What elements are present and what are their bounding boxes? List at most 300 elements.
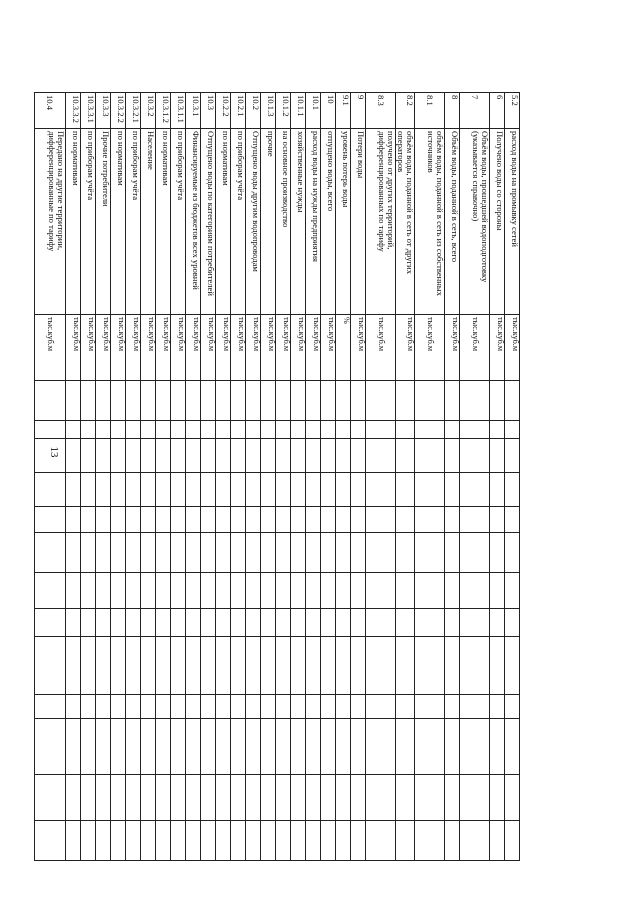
empty-value-cell xyxy=(95,821,110,861)
empty-value-cell xyxy=(140,473,155,507)
empty-value-cell xyxy=(490,637,505,695)
empty-value-cell xyxy=(125,695,140,719)
empty-value-cell xyxy=(290,507,305,533)
empty-value-cell xyxy=(34,473,65,507)
empty-value-cell xyxy=(460,719,490,775)
row-unit: тыс.куб.м xyxy=(200,315,215,381)
row-unit: тыс.куб.м xyxy=(490,315,505,381)
empty-value-cell xyxy=(110,719,125,775)
empty-value-cell xyxy=(275,421,290,439)
empty-value-cell xyxy=(320,821,335,861)
empty-value-cell xyxy=(395,609,414,637)
empty-value-cell xyxy=(260,695,275,719)
empty-value-cell xyxy=(80,421,95,439)
row-number: 8.1 xyxy=(415,93,445,129)
table-row xyxy=(65,93,80,861)
empty-value-cell xyxy=(215,609,230,637)
empty-value-cell xyxy=(170,637,185,695)
empty-value-cell xyxy=(170,609,185,637)
row-name: объём воды, поданной в сеть от других операторов xyxy=(395,129,414,315)
empty-value-cell xyxy=(170,421,185,439)
empty-value-cell xyxy=(350,381,365,421)
row-unit: тыс.куб.м xyxy=(155,315,170,381)
empty-value-cell xyxy=(415,695,445,719)
table-row xyxy=(95,93,110,861)
empty-value-cell xyxy=(305,421,320,439)
table-row xyxy=(155,93,170,861)
empty-value-cell xyxy=(275,637,290,695)
row-unit: тыс.куб.м xyxy=(305,315,320,381)
empty-value-cell xyxy=(395,573,414,609)
empty-value-cell xyxy=(275,381,290,421)
empty-value-cell xyxy=(215,775,230,821)
empty-value-cell xyxy=(445,775,460,821)
empty-value-cell xyxy=(305,719,320,775)
empty-value-cell xyxy=(245,421,260,439)
empty-value-cell xyxy=(215,695,230,719)
empty-value-cell xyxy=(350,439,365,473)
empty-value-cell xyxy=(34,609,65,637)
empty-value-cell xyxy=(155,609,170,637)
empty-value-cell xyxy=(215,473,230,507)
empty-value-cell xyxy=(110,609,125,637)
empty-value-cell xyxy=(505,609,520,637)
table-row xyxy=(335,93,350,861)
row-unit: тыс.куб.м xyxy=(260,315,275,381)
empty-value-cell xyxy=(260,381,275,421)
empty-value-cell xyxy=(110,439,125,473)
empty-value-cell xyxy=(460,609,490,637)
empty-value-cell xyxy=(155,775,170,821)
empty-value-cell xyxy=(185,573,200,609)
empty-value-cell xyxy=(395,637,414,695)
empty-value-cell xyxy=(155,821,170,861)
empty-value-cell xyxy=(275,533,290,573)
empty-value-cell xyxy=(490,609,505,637)
empty-value-cell xyxy=(140,573,155,609)
empty-value-cell xyxy=(95,775,110,821)
empty-value-cell xyxy=(395,439,414,473)
empty-value-cell xyxy=(34,695,65,719)
empty-value-cell xyxy=(95,637,110,695)
row-name: Прочие потребители xyxy=(95,129,110,315)
empty-value-cell xyxy=(290,695,305,719)
table-row xyxy=(260,93,275,861)
empty-value-cell xyxy=(260,775,275,821)
empty-value-cell xyxy=(95,507,110,533)
empty-value-cell xyxy=(490,439,505,473)
empty-value-cell xyxy=(215,533,230,573)
empty-value-cell xyxy=(335,439,350,473)
empty-value-cell xyxy=(490,719,505,775)
empty-value-cell xyxy=(170,507,185,533)
empty-value-cell xyxy=(140,719,155,775)
empty-value-cell xyxy=(230,775,245,821)
empty-value-cell xyxy=(395,533,414,573)
empty-value-cell xyxy=(260,507,275,533)
table-row xyxy=(350,93,365,861)
empty-value-cell xyxy=(230,637,245,695)
empty-value-cell xyxy=(275,821,290,861)
empty-value-cell xyxy=(445,533,460,573)
empty-value-cell xyxy=(415,821,445,861)
empty-value-cell xyxy=(155,381,170,421)
empty-value-cell xyxy=(275,473,290,507)
empty-value-cell xyxy=(350,421,365,439)
empty-value-cell xyxy=(335,533,350,573)
empty-value-cell xyxy=(125,533,140,573)
empty-value-cell xyxy=(185,719,200,775)
empty-value-cell xyxy=(110,381,125,421)
empty-value-cell xyxy=(155,439,170,473)
row-unit: тыс.куб.м xyxy=(445,315,460,381)
empty-value-cell xyxy=(395,381,414,421)
empty-value-cell xyxy=(65,573,80,609)
empty-value-cell xyxy=(65,439,80,473)
row-number: 7 xyxy=(460,93,490,129)
empty-value-cell xyxy=(155,695,170,719)
empty-value-cell xyxy=(460,695,490,719)
empty-value-cell xyxy=(305,533,320,573)
row-number: 10.2 xyxy=(245,93,260,129)
empty-value-cell xyxy=(140,533,155,573)
empty-value-cell xyxy=(415,573,445,609)
empty-value-cell xyxy=(65,695,80,719)
empty-value-cell xyxy=(80,719,95,775)
empty-value-cell xyxy=(200,473,215,507)
empty-value-cell xyxy=(305,507,320,533)
empty-value-cell xyxy=(445,439,460,473)
empty-value-cell xyxy=(320,507,335,533)
empty-value-cell xyxy=(305,573,320,609)
empty-value-cell xyxy=(140,421,155,439)
empty-value-cell xyxy=(110,775,125,821)
empty-value-cell xyxy=(490,695,505,719)
table-row xyxy=(320,93,335,861)
empty-value-cell xyxy=(260,637,275,695)
row-number: 10.3.3.2 xyxy=(65,93,80,129)
empty-value-cell xyxy=(350,719,365,775)
empty-value-cell xyxy=(185,609,200,637)
row-name: по нормативам xyxy=(215,129,230,315)
table-row xyxy=(125,93,140,861)
row-name: объём воды, поданной в сеть из собственных источников xyxy=(415,129,445,315)
empty-value-cell xyxy=(335,573,350,609)
row-name: Отпущено воды по категориям потребителей xyxy=(200,129,215,315)
table-row xyxy=(445,93,460,861)
empty-value-cell xyxy=(505,695,520,719)
table-row xyxy=(245,93,260,861)
table-row xyxy=(395,93,414,861)
row-name: Потери воды xyxy=(350,129,365,315)
row-number: 9.1 xyxy=(335,93,350,129)
empty-value-cell xyxy=(290,533,305,573)
empty-value-cell xyxy=(155,421,170,439)
empty-value-cell xyxy=(215,421,230,439)
empty-value-cell xyxy=(445,821,460,861)
empty-value-cell xyxy=(200,533,215,573)
row-name: Объём воды, прошедшей водоподготовку (указывается справочно) xyxy=(460,129,490,315)
empty-value-cell xyxy=(290,609,305,637)
empty-value-cell xyxy=(505,821,520,861)
empty-value-cell xyxy=(365,775,395,821)
empty-value-cell xyxy=(125,381,140,421)
empty-value-cell xyxy=(490,421,505,439)
empty-value-cell xyxy=(305,439,320,473)
empty-value-cell xyxy=(245,719,260,775)
empty-value-cell xyxy=(95,421,110,439)
row-name: Отпущено воды другим водопроводам xyxy=(245,129,260,315)
empty-value-cell xyxy=(320,609,335,637)
data-table-container xyxy=(45,92,520,844)
empty-value-cell xyxy=(365,695,395,719)
row-number: 10.3.1.1 xyxy=(170,93,185,129)
row-unit: тыс.куб.м xyxy=(110,315,125,381)
empty-value-cell xyxy=(460,775,490,821)
empty-value-cell xyxy=(445,421,460,439)
empty-value-cell xyxy=(335,381,350,421)
empty-value-cell xyxy=(170,381,185,421)
empty-value-cell xyxy=(200,573,215,609)
row-unit: тыс.куб.м xyxy=(290,315,305,381)
empty-value-cell xyxy=(460,507,490,533)
empty-value-cell xyxy=(365,381,395,421)
row-unit: тыс.куб.м xyxy=(125,315,140,381)
empty-value-cell xyxy=(140,821,155,861)
empty-value-cell xyxy=(95,695,110,719)
row-name: Население xyxy=(140,129,155,315)
empty-value-cell xyxy=(365,637,395,695)
empty-value-cell xyxy=(170,775,185,821)
empty-value-cell xyxy=(185,507,200,533)
empty-value-cell xyxy=(415,473,445,507)
row-name: по приборам учёта xyxy=(125,129,140,315)
empty-value-cell xyxy=(505,473,520,507)
empty-value-cell xyxy=(140,507,155,533)
empty-value-cell xyxy=(350,573,365,609)
empty-value-cell xyxy=(200,507,215,533)
empty-value-cell xyxy=(260,719,275,775)
row-number: 10.1.3 xyxy=(260,93,275,129)
empty-value-cell xyxy=(505,637,520,695)
empty-value-cell xyxy=(415,507,445,533)
empty-value-cell xyxy=(490,473,505,507)
empty-value-cell xyxy=(34,533,65,573)
empty-value-cell xyxy=(170,821,185,861)
empty-value-cell xyxy=(415,421,445,439)
empty-value-cell xyxy=(65,533,80,573)
empty-value-cell xyxy=(185,381,200,421)
empty-value-cell xyxy=(95,609,110,637)
empty-value-cell xyxy=(320,473,335,507)
empty-value-cell xyxy=(275,609,290,637)
empty-value-cell xyxy=(185,439,200,473)
empty-value-cell xyxy=(290,719,305,775)
empty-value-cell xyxy=(230,381,245,421)
row-number: 10.3.1.2 xyxy=(155,93,170,129)
empty-value-cell xyxy=(490,573,505,609)
row-name: уровень потерь воды xyxy=(335,129,350,315)
empty-value-cell xyxy=(320,637,335,695)
empty-value-cell xyxy=(395,775,414,821)
empty-value-cell xyxy=(230,573,245,609)
row-unit: тыс.куб.м xyxy=(95,315,110,381)
row-number: 10.3.1 xyxy=(185,93,200,129)
empty-value-cell xyxy=(170,695,185,719)
row-name: расход воды на промывку сетей xyxy=(505,129,520,315)
row-number: 8.3 xyxy=(365,93,395,129)
row-name: прочие xyxy=(260,129,275,315)
row-name: хозяйственные нужды xyxy=(290,129,305,315)
empty-value-cell xyxy=(170,719,185,775)
row-unit: тыс.куб.м xyxy=(230,315,245,381)
empty-value-cell xyxy=(445,609,460,637)
empty-value-cell xyxy=(350,473,365,507)
empty-value-cell xyxy=(215,719,230,775)
table-row xyxy=(34,93,65,861)
empty-value-cell xyxy=(215,381,230,421)
empty-value-cell xyxy=(215,637,230,695)
empty-value-cell xyxy=(95,473,110,507)
empty-value-cell xyxy=(350,507,365,533)
empty-value-cell xyxy=(275,439,290,473)
empty-value-cell xyxy=(80,821,95,861)
row-name: по нормативам xyxy=(155,129,170,315)
empty-value-cell xyxy=(415,381,445,421)
empty-value-cell xyxy=(260,421,275,439)
row-unit: тыс.куб.м xyxy=(365,315,395,381)
empty-value-cell xyxy=(490,381,505,421)
row-number: 10.1 xyxy=(305,93,320,129)
empty-value-cell xyxy=(320,381,335,421)
empty-value-cell xyxy=(320,573,335,609)
row-unit: тыс.куб.м xyxy=(215,315,230,381)
empty-value-cell xyxy=(460,821,490,861)
empty-value-cell xyxy=(460,473,490,507)
empty-value-cell xyxy=(110,695,125,719)
empty-value-cell xyxy=(320,695,335,719)
empty-value-cell xyxy=(185,473,200,507)
row-number: 10.3.3 xyxy=(95,93,110,129)
empty-value-cell xyxy=(200,381,215,421)
empty-value-cell xyxy=(320,439,335,473)
empty-value-cell xyxy=(80,695,95,719)
empty-value-cell xyxy=(110,421,125,439)
empty-value-cell xyxy=(335,695,350,719)
empty-value-cell xyxy=(305,381,320,421)
empty-value-cell xyxy=(155,533,170,573)
empty-value-cell xyxy=(365,573,395,609)
empty-value-cell xyxy=(365,439,395,473)
empty-value-cell xyxy=(350,637,365,695)
empty-value-cell xyxy=(185,637,200,695)
empty-value-cell xyxy=(170,473,185,507)
empty-value-cell xyxy=(200,439,215,473)
table-row xyxy=(185,93,200,861)
row-unit: тыс.куб.м xyxy=(320,315,335,381)
empty-value-cell xyxy=(395,821,414,861)
empty-value-cell xyxy=(34,507,65,533)
empty-value-cell xyxy=(140,381,155,421)
empty-value-cell xyxy=(170,439,185,473)
empty-value-cell xyxy=(415,637,445,695)
empty-value-cell xyxy=(95,439,110,473)
empty-value-cell xyxy=(215,573,230,609)
empty-value-cell xyxy=(155,719,170,775)
empty-value-cell xyxy=(260,533,275,573)
table-row xyxy=(215,93,230,861)
table-row xyxy=(110,93,125,861)
empty-value-cell xyxy=(365,821,395,861)
empty-value-cell xyxy=(445,719,460,775)
table-row xyxy=(140,93,155,861)
empty-value-cell xyxy=(275,719,290,775)
empty-value-cell xyxy=(110,533,125,573)
empty-value-cell xyxy=(95,719,110,775)
empty-value-cell xyxy=(305,821,320,861)
empty-value-cell xyxy=(245,573,260,609)
empty-value-cell xyxy=(110,637,125,695)
empty-value-cell xyxy=(125,775,140,821)
empty-value-cell xyxy=(460,573,490,609)
empty-value-cell xyxy=(335,473,350,507)
row-number: 10.1.1 xyxy=(290,93,305,129)
row-name: по приборам учёта xyxy=(170,129,185,315)
empty-value-cell xyxy=(460,637,490,695)
empty-value-cell xyxy=(445,507,460,533)
empty-value-cell xyxy=(415,719,445,775)
empty-value-cell xyxy=(155,637,170,695)
empty-value-cell xyxy=(305,637,320,695)
empty-value-cell xyxy=(350,609,365,637)
empty-value-cell xyxy=(185,821,200,861)
empty-value-cell xyxy=(200,719,215,775)
empty-value-cell xyxy=(80,381,95,421)
empty-value-cell xyxy=(110,473,125,507)
row-number: 10 xyxy=(320,93,335,129)
empty-value-cell xyxy=(335,507,350,533)
empty-value-cell xyxy=(245,637,260,695)
empty-value-cell xyxy=(305,609,320,637)
row-unit: тыс.куб.м xyxy=(65,315,80,381)
empty-value-cell xyxy=(505,573,520,609)
empty-value-cell xyxy=(185,695,200,719)
row-number: 10.3.2 xyxy=(140,93,155,129)
empty-value-cell xyxy=(415,609,445,637)
row-name: по приборам учёта xyxy=(230,129,245,315)
row-unit: тыс.куб.м xyxy=(185,315,200,381)
empty-value-cell xyxy=(215,821,230,861)
row-number: 6 xyxy=(490,93,505,129)
empty-value-cell xyxy=(335,719,350,775)
empty-value-cell xyxy=(320,719,335,775)
empty-value-cell xyxy=(365,609,395,637)
empty-value-cell xyxy=(155,573,170,609)
empty-value-cell xyxy=(505,381,520,421)
empty-value-cell xyxy=(290,381,305,421)
empty-value-cell xyxy=(200,637,215,695)
row-unit: тыс.куб.м xyxy=(170,315,185,381)
empty-value-cell xyxy=(275,695,290,719)
empty-value-cell xyxy=(65,637,80,695)
row-number: 10.2.2 xyxy=(215,93,230,129)
empty-value-cell xyxy=(200,421,215,439)
row-name: получено от других территорий, дифференцированных по тарифу xyxy=(365,129,395,315)
empty-value-cell xyxy=(34,573,65,609)
empty-value-cell xyxy=(395,473,414,507)
empty-value-cell xyxy=(65,609,80,637)
row-unit: тыс.куб.м xyxy=(415,315,445,381)
